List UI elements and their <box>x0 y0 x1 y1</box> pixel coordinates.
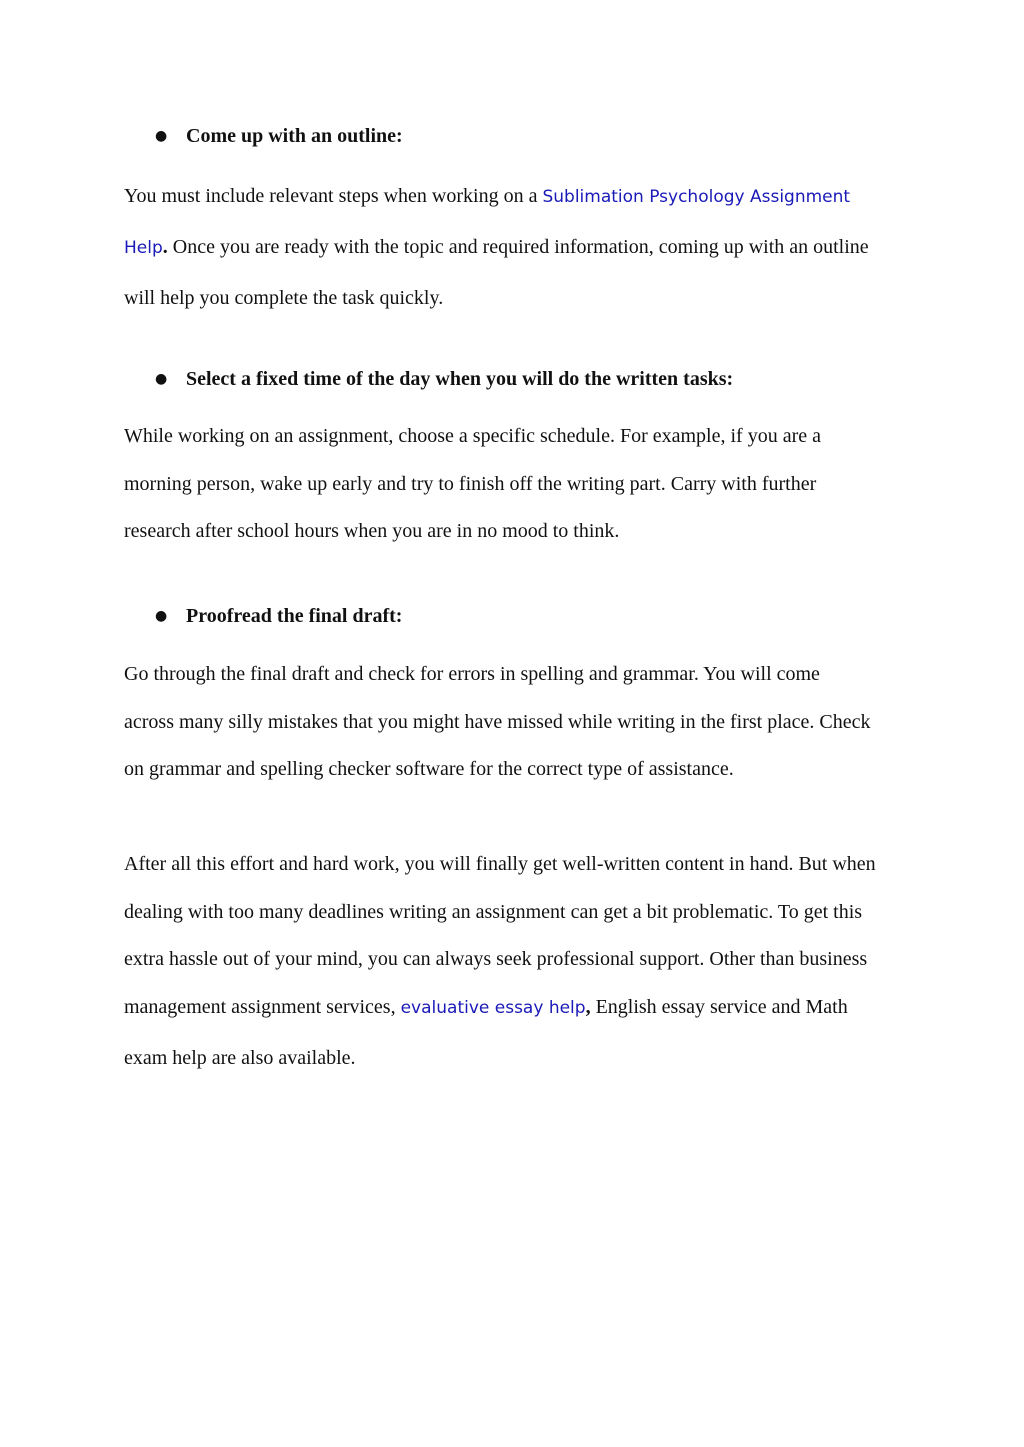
text-line: While working on an assignment, choose a specific schedule. For example, if you are a <box>124 425 822 447</box>
help-link[interactable]: Help <box>124 238 163 258</box>
text-line: After all this effort and hard work, you will finally get well-written content in hand. But when <box>124 853 876 875</box>
bullet-icon: ● <box>155 371 168 387</box>
bold-comma: , <box>585 995 591 1018</box>
heading-outline <box>155 124 403 148</box>
text-line: morning person, wake up early and try to finish off the writing part. Carry with further <box>124 472 817 495</box>
text-line <box>124 984 914 1033</box>
text-line: dealing with too many deadlines writing an assignment can get a bit problematic. To get this <box>124 900 863 923</box>
evaluative-essay-link[interactable]: evaluative essay help <box>400 997 586 1018</box>
text-line: exam help are also available. <box>124 1047 356 1069</box>
text-run: English essay service and Math <box>590 995 848 1018</box>
text-run: You must include relevant steps when working on a <box>124 185 543 207</box>
text-run: Once you are ready with the topic and required information, coming up with an outline <box>167 236 869 258</box>
heading-text: Come up with an outline: <box>186 125 403 147</box>
text-line: Go through the final draft and check for errors in spelling and grammar. You will come <box>124 663 820 685</box>
paragraph-fixed-time <box>124 413 914 556</box>
heading-proofread <box>155 604 402 628</box>
text-line: research after school hours when you are in no mood to think. <box>124 520 620 542</box>
text-line <box>124 171 914 222</box>
heading-text: Select a fixed time of the day when you will do the written tasks: <box>186 368 734 390</box>
bullet-icon: ● <box>155 608 168 624</box>
text-line: across many silly mistakes that you might have missed while writing in the first place. Check <box>124 710 871 733</box>
heading-text: Proofread the final draft: <box>186 605 403 627</box>
text-line: extra hassle out of your mind, you can always seek professional support. Other than business <box>124 948 868 970</box>
bullet-icon: ● <box>155 128 168 144</box>
bold-period: . <box>162 236 168 258</box>
paragraph-outline <box>124 171 914 323</box>
text-line: on grammar and spelling checker software for the correct type of assistance. <box>124 758 734 780</box>
paragraph-proofread <box>124 651 914 794</box>
heading-fixed-time <box>155 367 733 391</box>
paragraph-closing <box>124 841 914 1084</box>
text-line: will help you complete the task quickly. <box>124 287 444 309</box>
text-line <box>124 222 914 273</box>
sublimation-psychology-link[interactable]: Sublimation Psychology Assignment <box>542 187 851 207</box>
text-run: management assignment services, <box>124 995 401 1018</box>
